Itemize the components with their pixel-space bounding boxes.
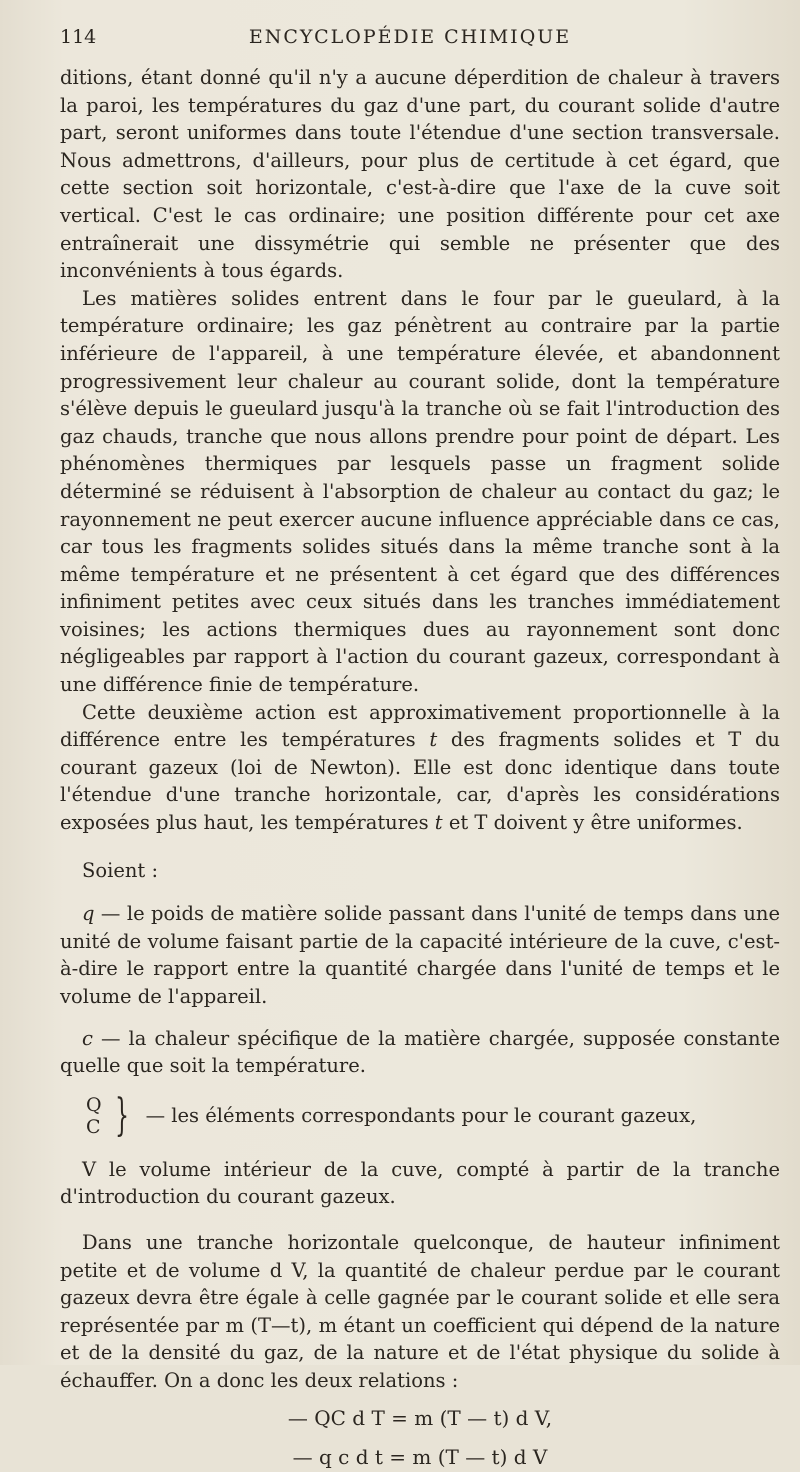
variable-t: t xyxy=(429,728,438,752)
equation-solid: — q c d t = m (T — t) d V xyxy=(292,1445,548,1470)
brace-letters xyxy=(86,1094,102,1138)
definition-c xyxy=(60,1025,780,1080)
variable-t: t xyxy=(434,811,443,835)
page-number: 114 xyxy=(60,26,97,48)
paragraph-continuation: ditions, étant donné qu'il n'y a aucune déperdition de chaleur à travers la paroi, les températures du gaz d'une part, du courant solide d'autre part, seront uniformes dans toute l'étendue d'une section transversale. Nous admettrons, d'ailleurs, pour plus de certitude à cet égard, que cette section soit horizontale, c'est-à-dire que l'axe de la cuve soit vertical. C'est le cas ordinaire; une position différente pour cet axe entraînerait une dissymétrie qui semble ne présenter que des inconvénients à tous égards. xyxy=(60,66,780,283)
soient-heading: Soient : xyxy=(82,858,159,882)
paragraph-newton xyxy=(60,699,780,837)
body-text xyxy=(60,64,780,1472)
definition-q xyxy=(60,900,780,1010)
definition-text: — la chaleur spécifique de la matière chargée, supposée constante quelle que soit la température. xyxy=(60,1026,780,1078)
brace-lower-letter: C xyxy=(86,1115,101,1138)
paragraph-solids: Les matières solides entrent dans le four par le gueulard, à la température ordinaire; les gaz pénètrent au contraire par la partie inférieure de l'appareil, à une température élevée, et abandonnent progressivement leur chaleur au courant solide, dont la température s'élève depuis le gueulard jusqu'à la tranche où se fait l'introduction des gaz chauds, tranche que nous allons prendre pour point de départ. Les phénomènes thermiques par lesquels passe un fragment solide déterminé se réduisent à l'absorption de chaleur au contact du gaz; le rayonnement ne peut exercer aucune influence appréciable dans ce cas, car tous les fragments solides situés dans la même tranche sont à la même température et ne présentent à cet égard que des différences infiniment petites avec ceux situés dans les tranches immédiatement voisines; les actions thermiques dues au rayonnement sont donc négligeables par rapport à l'action du courant gazeux, correspondant à une différence finie de température. xyxy=(60,286,780,697)
paragraph-newton-part3: et T doivent y être uniformes. xyxy=(442,811,743,835)
running-title: ENCYCLOPÉDIE CHIMIQUE xyxy=(248,26,572,48)
paragraph-newton-part1: Cette deuxième action est approximativement proportionnelle à la différence entre les températures xyxy=(60,700,780,752)
brace-definition xyxy=(86,1089,780,1141)
equation-gas: — QC d T = m (T — t) d V, xyxy=(287,1405,553,1430)
definition-text: — le poids de matière solide passant dans l'unité de temps dans une unité de volume faisant partie de la capacité intérieure de la cuve, c'est-à-dire le rapport entre la quantité chargée dans l'unité de temps et le volume de l'appareil. xyxy=(60,902,780,1008)
paragraph-relations: Dans une tranche horizontale quelconque, de hauteur infiniment petite et de volume d V, la quantité de chaleur perdue par le courant gazeux devra être égale à celle gagnée par le courant solide et elle sera représentée par m (T—t), m étant un coefficient qui dépend de la nature et de la densité du gaz, de la nature et de l'état physique du solide à échauffer. On a donc les deux relations : xyxy=(60,1230,780,1392)
definition-symbol: q xyxy=(82,902,95,926)
volume-definition: V le volume intérieur de la cuve, compté à partir de la tranche d'introduction du courant gazeux. xyxy=(60,1157,780,1209)
brace-text: — les éléments correspondants pour le courant gazeux, xyxy=(145,1103,697,1127)
brace-upper-letter: Q xyxy=(86,1093,102,1116)
definition-symbol: c xyxy=(82,1026,93,1050)
page-header xyxy=(60,26,780,64)
right-brace-icon: } xyxy=(114,1089,129,1141)
paragraph-newton-part2: des fragments solides et T du courant gazeux (loi de Newton). Elle est donc identique dans toute l'étendue d'une tranche horizontale, car, d'après les considérations exposées plus haut, les températures xyxy=(60,728,780,835)
